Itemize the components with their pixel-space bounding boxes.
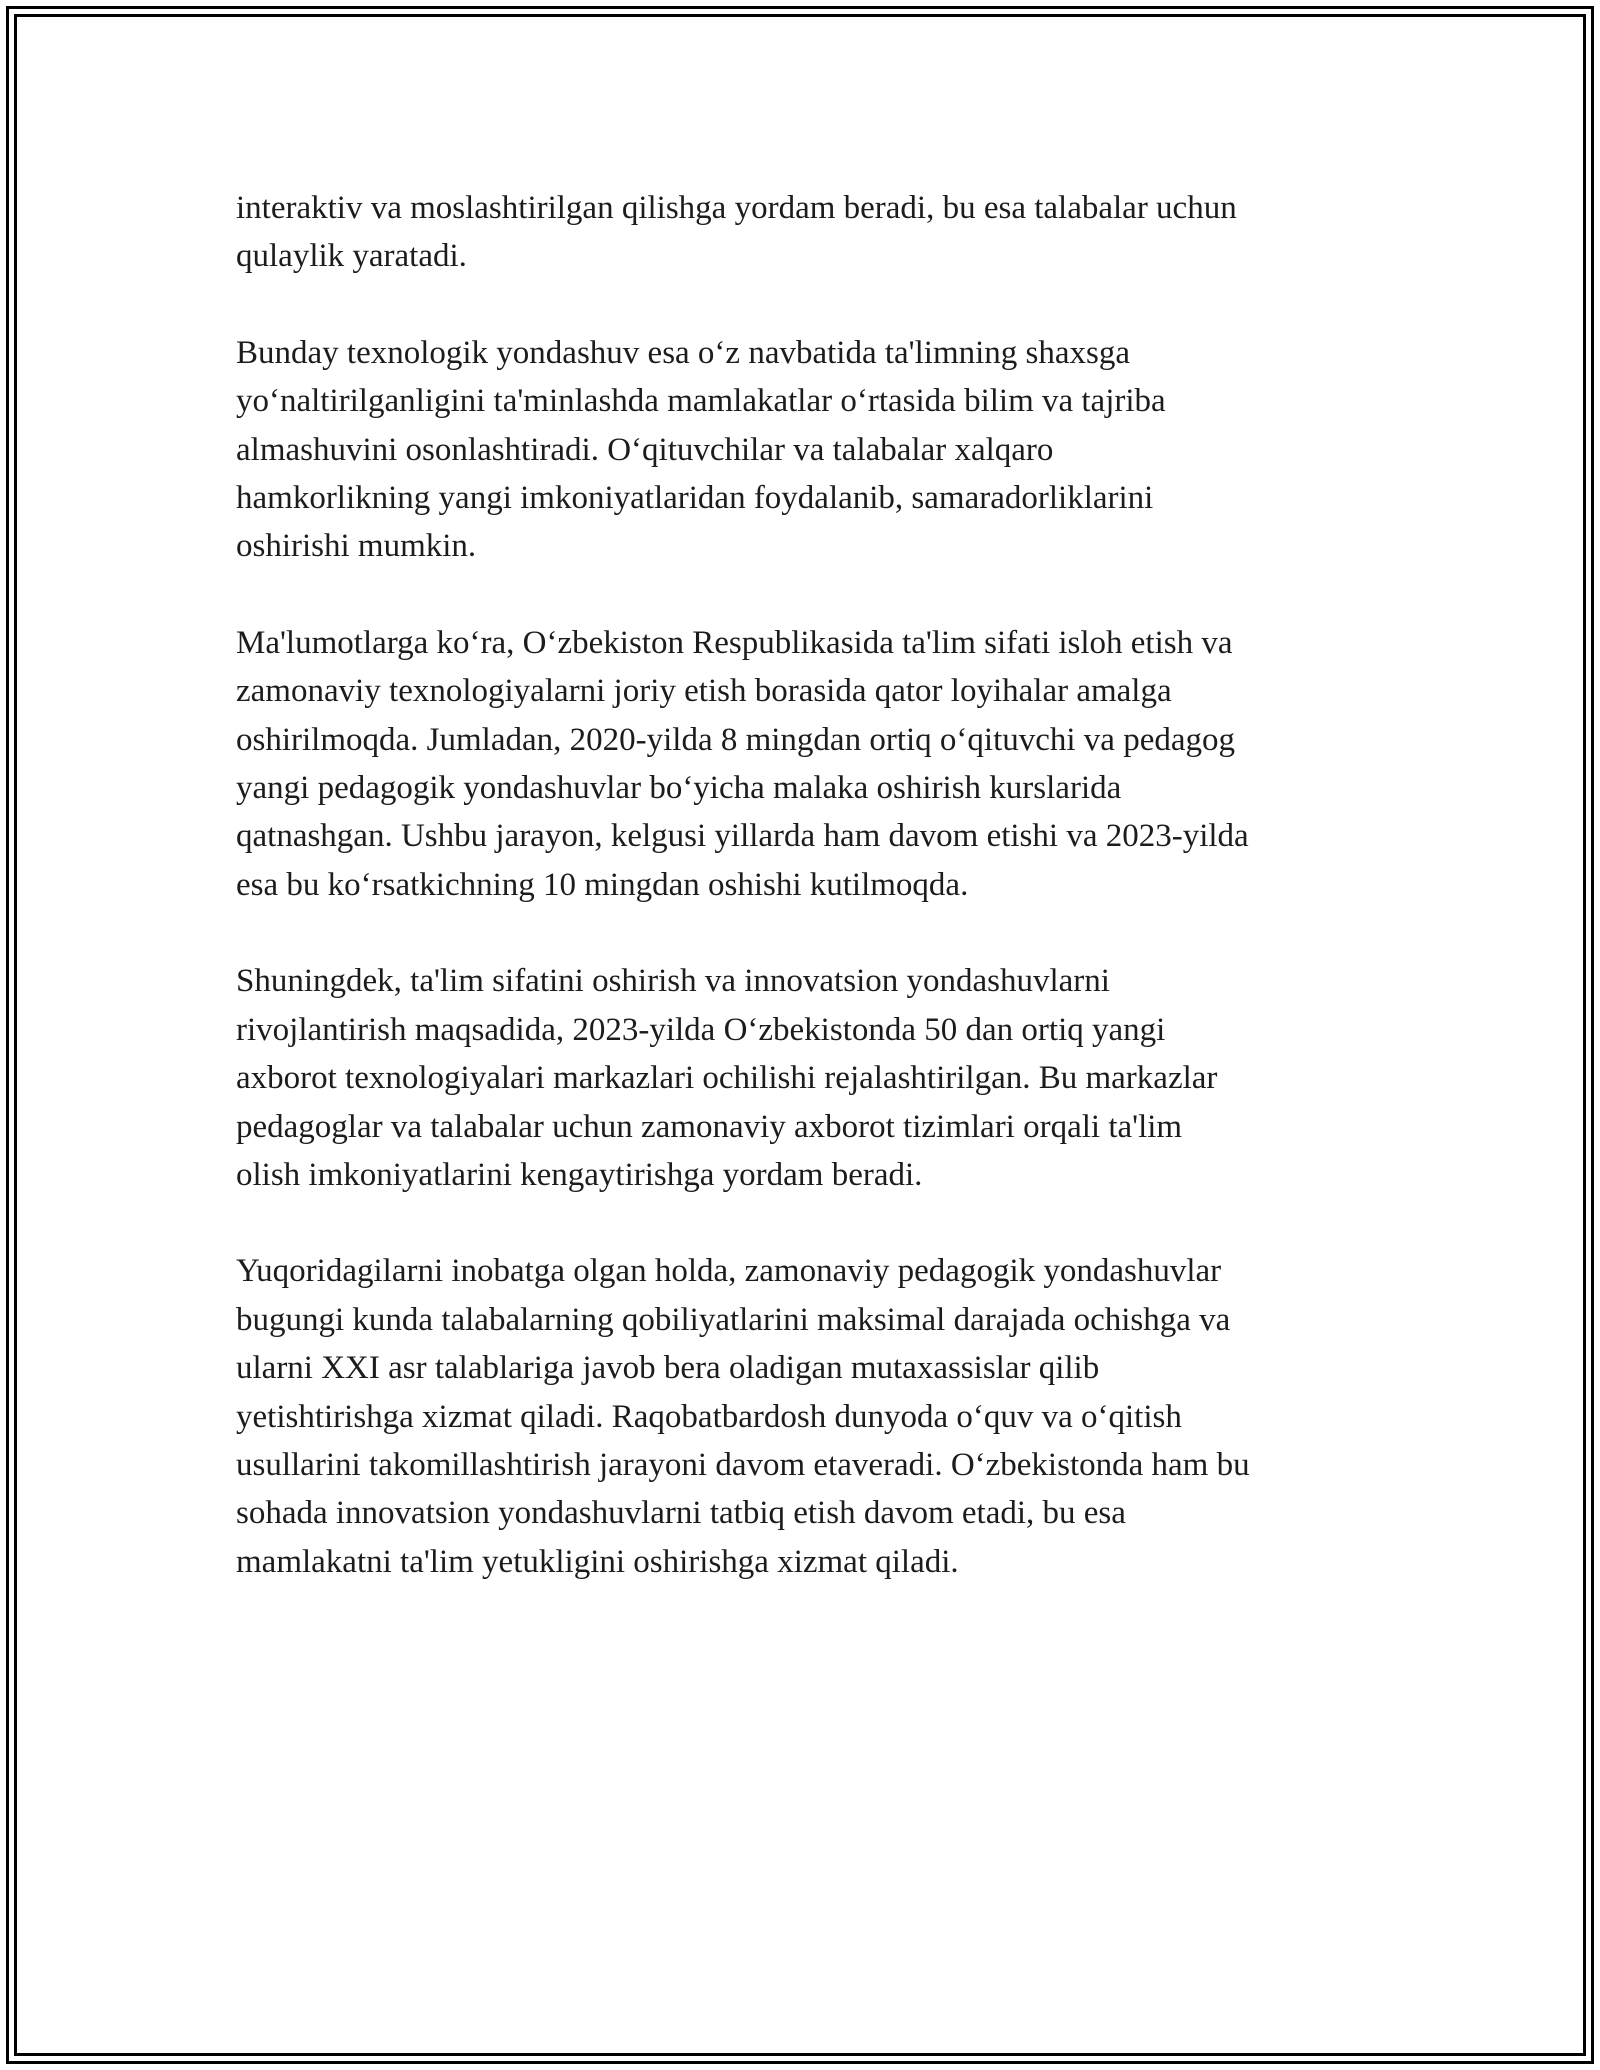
paragraph [236,957,1376,1199]
text-line: oshirishi mumkin. [236,528,477,565]
text-line: qulaylik yaratadi. [236,238,467,275]
text-line: qatnashgan. Ushbu jarayon, kelgusi yillarda ham davom etishi va 2023-yilda [236,818,1249,855]
text-line: yo‘naltirilganligini ta'minlashda mamlakatlar o‘rtasida bilim va tajriba [236,383,1166,420]
text-line: ularni XXI asr talablariga javob bera oladigan mutaxassislar qilib [236,1350,1100,1387]
text-line: Ma'lumotlarga ko‘ra, O‘zbekiston Respublikasida ta'lim sifati isloh etish va [236,624,1233,661]
text-line: olish imkoniyatlarini kengaytirishga yordam beradi. [236,1156,923,1193]
text-line: usullarini takomillashtirish jarayoni davom etaveradi. O‘zbekistonda ham bu [236,1446,1250,1483]
document-body [236,184,1376,1634]
text-line: hamkorlikning yangi imkoniyatlaridan foydalanib, samaradorliklarini [236,480,1154,517]
text-line: oshirilmoqda. Jumladan, 2020-yilda 8 mingdan ortiq o‘qituvchi va pedagog [236,721,1235,758]
text-line: axborot texnologiyalari markazlari ochilishi rejalashtirilgan. Bu markazlar [236,1060,1218,1097]
text-line: bugungi kunda talabalarning qobiliyatlarini maksimal darajada ochishga va [236,1301,1231,1338]
text-line: zamonaviy texnologiyalarni joriy etish borasida qator loyihalar amalga [236,673,1172,710]
text-line: yangi pedagogik yondashuvlar bo‘yicha malaka oshirish kurslarida [236,770,1122,807]
text-line: rivojlantirish maqsadida, 2023-yilda O‘zbekistonda 50 dan ortiq yangi [236,1011,1166,1048]
text-line: yetishtirishga xizmat qiladi. Raqobatbardosh dunyoda o‘quv va o‘qitish [236,1398,1182,1435]
text-line: pedagoglar va talabalar uchun zamonaviy axborot tizimlari orqali ta'lim [236,1108,1183,1145]
text-line: esa bu ko‘rsatkichning 10 mingdan oshishi kutilmoqda. [236,866,969,903]
text-line: Shuningdek, ta'lim sifatini oshirish va innovatsion yondashuvlarni [236,963,1110,1000]
paragraph [236,329,1376,571]
text-line: sohada innovatsion yondashuvlarni tatbiq etish davom etadi, bu esa [236,1495,1126,1532]
text-line: Bunday texnologik yondashuv esa o‘z navbatida ta'limning shaxsga [236,334,1131,371]
paragraph [236,1247,1376,1586]
paragraph [236,184,1376,281]
text-line: Yuqoridagilarni inobatga olgan holda, zamonaviy pedagogik yondashuvlar [236,1253,1222,1290]
paragraph [236,619,1376,909]
text-line: mamlakatni ta'lim yetukligini oshirishga xizmat qiladi. [236,1543,959,1580]
text-line: interaktiv va moslashtirilgan qilishga yordam beradi, bu esa talabalar uchun [236,190,1237,226]
text-line: almashuvini osonlashtiradi. O‘qituvchilar va talabalar xalqaro [236,431,1054,468]
